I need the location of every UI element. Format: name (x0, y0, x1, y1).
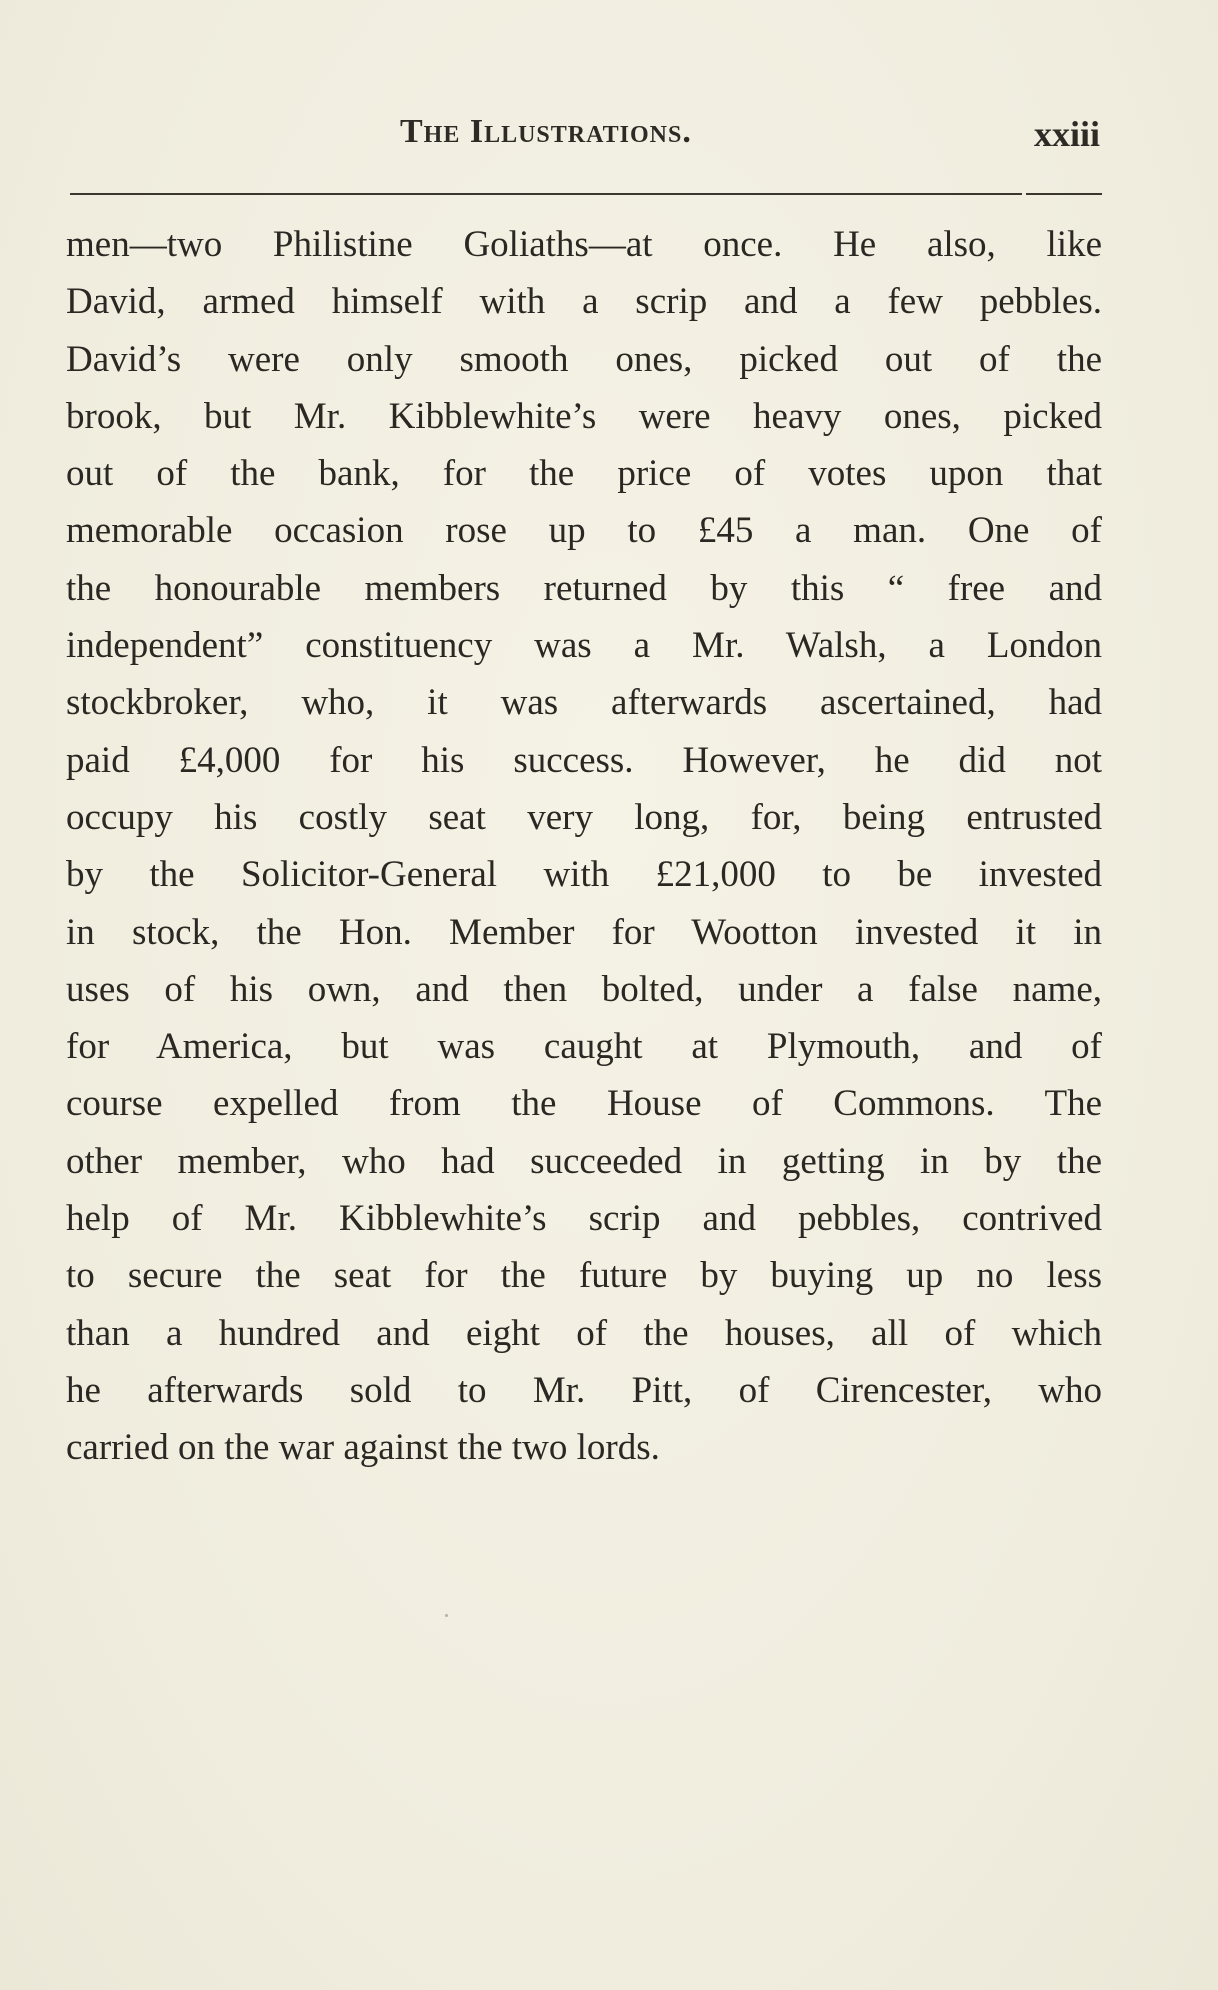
page-number: xxiii (1033, 114, 1100, 154)
text-line: paid £4,000 for his success. However, he did not (66, 739, 1102, 781)
header-rule-short (1026, 193, 1102, 195)
header-rule (70, 193, 1022, 195)
text-line: out of the bank, for the price of votes upon that (66, 453, 1102, 495)
running-title: The Illustrations. (400, 113, 692, 150)
text-line: men—two Philistine Goliaths—at once. He also, like (66, 224, 1102, 265)
text-line: in stock, the Hon. Member for Wootton invested it in (66, 911, 1102, 953)
text-line: independent” constituency was a Mr. Walsh, a London (66, 625, 1102, 667)
text-line: stockbroker, who, it was afterwards ascertained, had (66, 682, 1102, 724)
text-line: for America, but was caught at Plymouth, and of (66, 1026, 1102, 1068)
text-line: carried on the war against the two lords. (66, 1427, 660, 1469)
page-header (70, 113, 1100, 163)
paper-speck (445, 1614, 448, 1617)
text-line: than a hundred and eight of the houses, all of which (66, 1312, 1102, 1354)
text-line: help of Mr. Kibblewhite’s scrip and pebbles, contrived (66, 1198, 1102, 1240)
text-line: he afterwards sold to Mr. Pitt, of Cirencester, who (66, 1369, 1102, 1411)
body-text (66, 216, 1102, 1477)
text-line: course expelled from the House of Commons. The (66, 1083, 1102, 1125)
text-line: memorable occasion rose up to £45 a man. One of (66, 510, 1102, 552)
text-line: David, armed himself with a scrip and a few pebbles. (66, 281, 1102, 323)
text-line: to secure the seat for the future by buying up no less (66, 1255, 1102, 1297)
text-line: brook, but Mr. Kibblewhite’s were heavy ones, picked (66, 395, 1102, 437)
text-line: David’s were only smooth ones, picked out of the (66, 338, 1102, 380)
text-line: occupy his costly seat very long, for, being entrusted (66, 796, 1102, 838)
text-line: the honourable members returned by this “ free and (66, 567, 1102, 609)
text-line: by the Solicitor-General with £21,000 to be invested (66, 854, 1102, 896)
text-line: other member, who had succeeded in getting in by the (66, 1140, 1102, 1182)
text-line: uses of his own, and then bolted, under a false name, (66, 968, 1102, 1010)
